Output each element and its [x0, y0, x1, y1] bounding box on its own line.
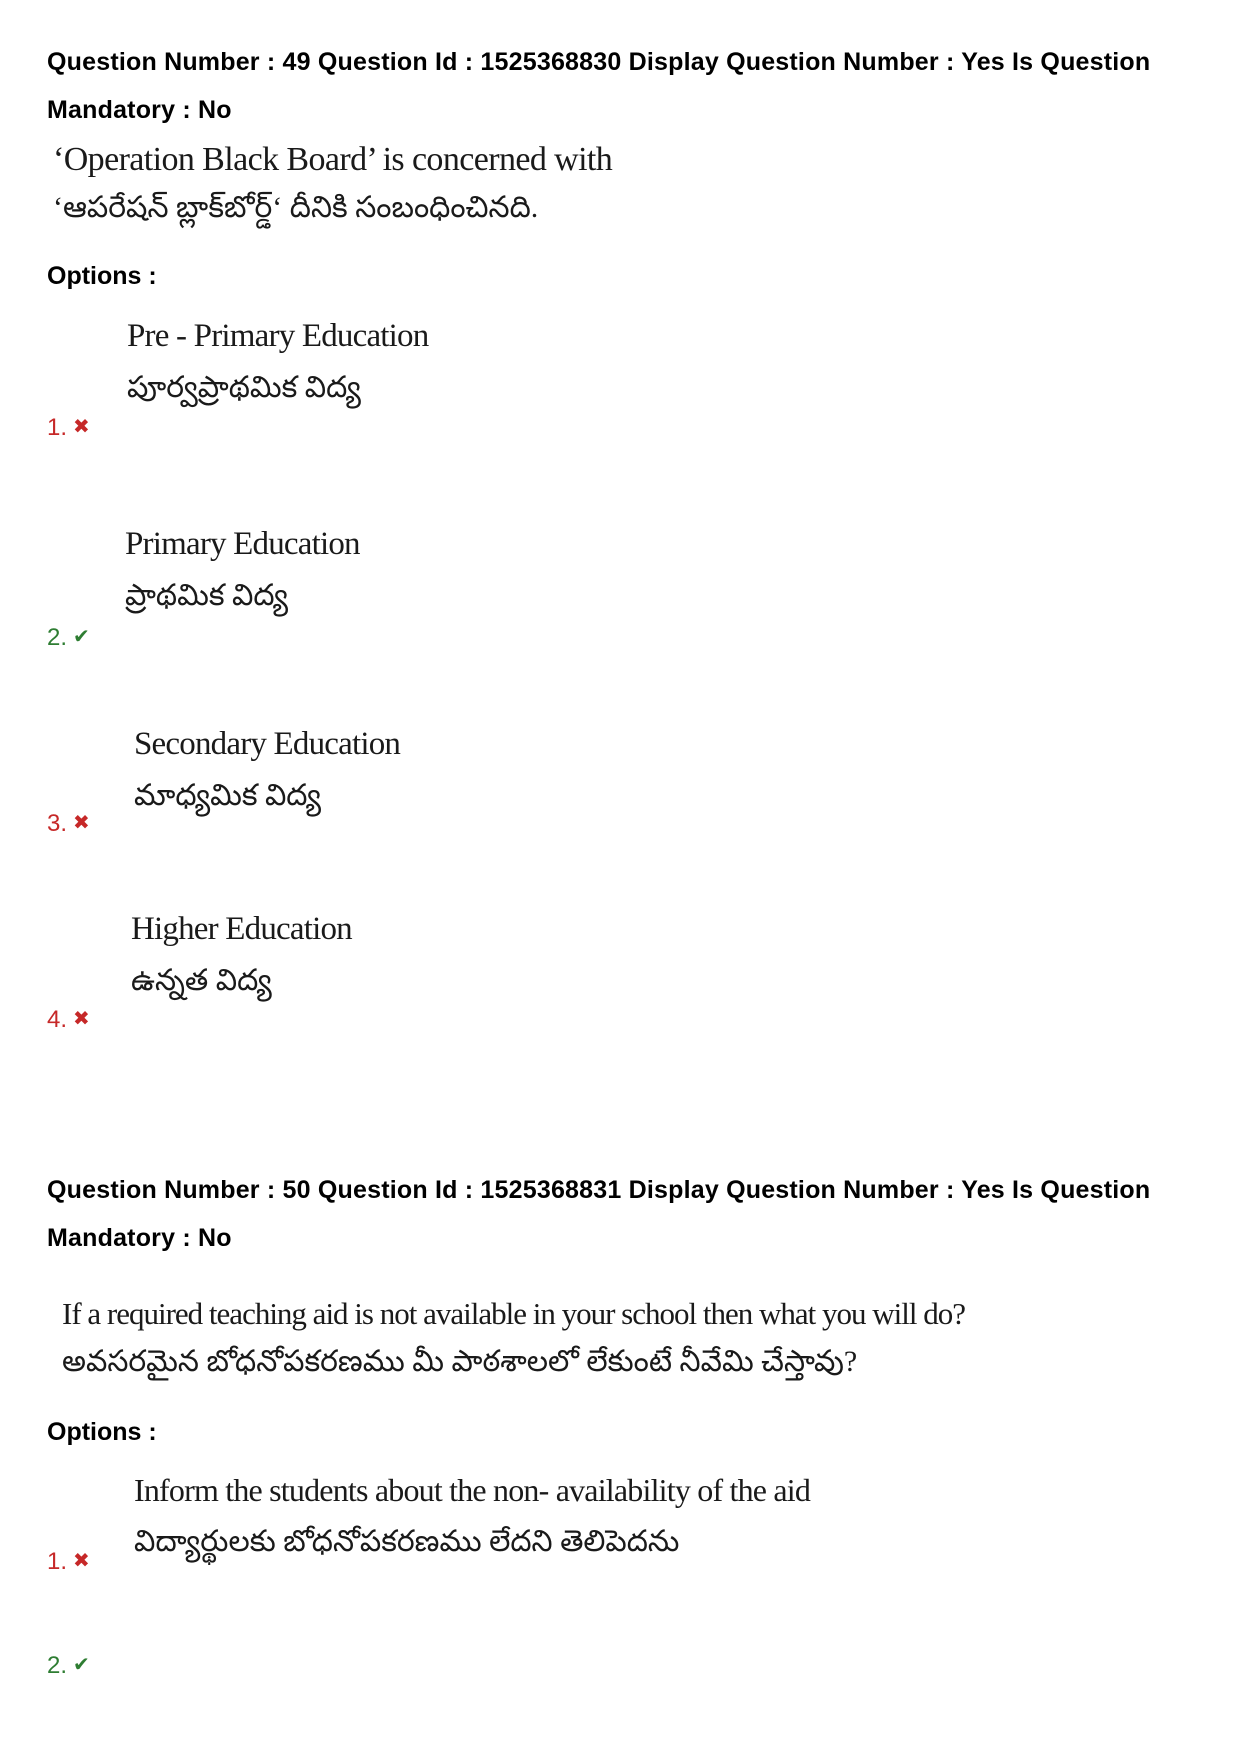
option-4-number — [47, 1006, 90, 1034]
option-text-english: Secondary Education — [134, 726, 401, 762]
check-icon: ✔ — [73, 626, 90, 648]
option-text-telugu: విద్యార్థులకు బోధనోపకరణము లేదని తెలిపెదను — [134, 1525, 680, 1558]
option-3-number — [47, 810, 90, 838]
question-header-line2: Mandatory : No — [47, 96, 232, 124]
option-number: 2. — [47, 1652, 68, 1679]
option-text-english: Pre - Primary Education — [127, 318, 429, 354]
options-label: Options : — [47, 1418, 157, 1446]
cross-icon: ✖ — [73, 416, 90, 438]
option-1-number — [47, 1548, 90, 1576]
question-text — [53, 136, 612, 232]
option-text-telugu: ఉన్నత విద్య — [131, 964, 272, 997]
option-2-text — [125, 518, 360, 622]
option-1-text — [134, 1464, 810, 1568]
cross-icon: ✖ — [73, 1008, 90, 1030]
option-text-telugu: మాధ్యమిక విద్య — [134, 779, 322, 812]
question-text — [62, 1290, 965, 1386]
question-header-line1: Question Number : 49 Question Id : 1525368830 Display Question Number : Yes Is Question — [47, 48, 1151, 76]
question-50 — [47, 1166, 1197, 1262]
question-header — [47, 38, 1197, 134]
option-text-english: Inform the students about the non- availability of the aid — [134, 1472, 811, 1508]
option-number: 3. — [47, 810, 68, 837]
question-text-telugu: ‘ఆపరేషన్ బ్లాక్‌బోర్డ్‘ దీనికి సంబంధించినది. — [53, 191, 539, 224]
question-text-english: ‘Operation Black Board’ is concerned with — [53, 141, 613, 178]
option-3-text — [134, 718, 400, 822]
option-number: 1. — [47, 414, 68, 441]
option-1-number — [47, 414, 90, 442]
option-number: 1. — [47, 1548, 68, 1575]
option-2-number — [47, 1652, 90, 1680]
option-2-number — [47, 624, 90, 652]
option-1-text — [127, 310, 428, 414]
option-number: 2. — [47, 624, 68, 651]
question-header-line2: Mandatory : No — [47, 1224, 232, 1252]
question-header-line1: Question Number : 50 Question Id : 1525368831 Display Question Number : Yes Is Question — [47, 1176, 1151, 1204]
cross-icon: ✖ — [73, 812, 90, 834]
question-text-telugu: అవసరమైన బోధనోపకరణము మీ పాఠశాలలో లేకుంటే నీవేమి చేస్తావు? — [62, 1345, 858, 1378]
option-text-telugu: ప్రాథమిక విద్య — [125, 579, 289, 612]
option-4-text — [131, 903, 352, 1007]
question-text-english: If a required teaching aid is not available in your school then what you will do? — [62, 1296, 965, 1331]
check-icon: ✔ — [73, 1654, 90, 1676]
option-text-english: Primary Education — [125, 526, 360, 562]
option-text-english: Higher Education — [131, 911, 352, 947]
cross-icon: ✖ — [73, 1550, 90, 1572]
question-header — [47, 1166, 1197, 1262]
option-number: 4. — [47, 1006, 68, 1033]
options-label: Options : — [47, 262, 157, 290]
question-49 — [47, 38, 1197, 134]
option-text-telugu: పూర్వప్రాథమిక విద్య — [127, 371, 361, 404]
